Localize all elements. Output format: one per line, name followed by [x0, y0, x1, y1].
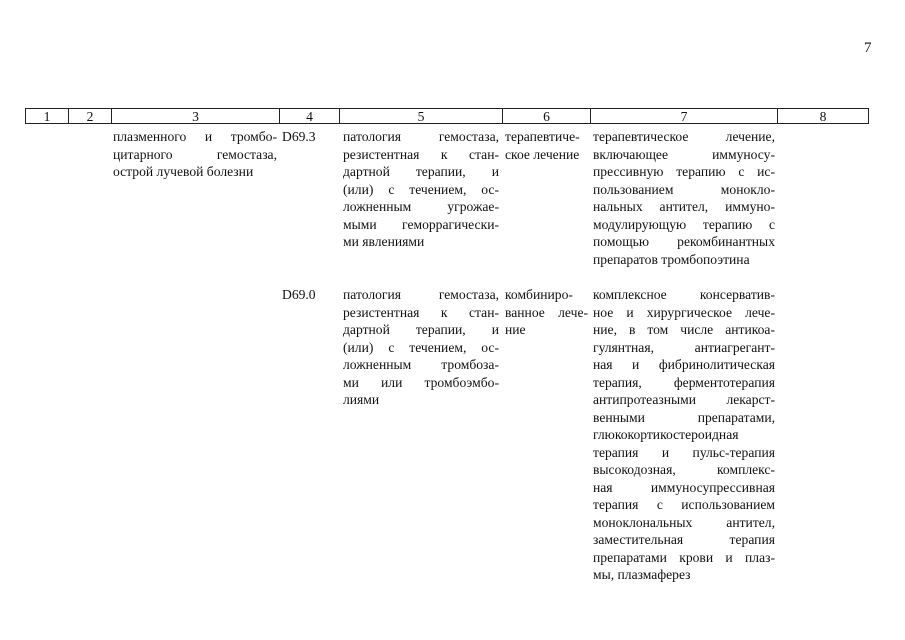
text-line: ная иммуносупрессивная: [593, 479, 775, 495]
row-2-col7-cell: [593, 286, 775, 584]
text-line: мы, плазмаферез: [593, 567, 691, 582]
row-1-col5-cell: [343, 128, 499, 251]
text-line: терапевтическое лечение,: [593, 129, 775, 144]
text-line: высокодозная, комплекс-: [593, 462, 775, 477]
row-2-col5-cell: [343, 286, 499, 409]
text-line: ная и фибринолитическая: [593, 357, 775, 372]
text-line: ванное лече-: [505, 304, 588, 320]
text-line: глюкокортикостероидная: [593, 427, 739, 442]
text-line: ное и хирургическое лече-: [593, 304, 775, 320]
text-line: патология гемостаза,: [343, 287, 499, 302]
text-line: мыми геморрагически-: [343, 216, 499, 232]
text-line: препаратов тромбопоэтина: [593, 251, 750, 267]
text-line: (или) с течением, ос-: [343, 181, 499, 197]
header-cell-6: 6: [502, 108, 590, 124]
row-1-col6-cell: [505, 128, 588, 163]
text-line: гулянтная, антиагрегант-: [593, 339, 775, 355]
header-cell-2: 2: [68, 108, 111, 124]
text-line: комплексное консерватив-: [593, 287, 775, 302]
row-2-col4-cell: [282, 286, 336, 304]
text-line: патология гемостаза,: [343, 129, 499, 144]
text-line: дартной терапии, и: [343, 164, 499, 179]
row-1-col4-cell: [282, 128, 336, 146]
text-line: помощью рекомбинантных: [593, 234, 775, 249]
text-line: цитарного гемостаза,: [113, 146, 277, 162]
header-cell-4: 4: [279, 108, 339, 124]
text-line: препаратами крови и плаз-: [593, 549, 775, 565]
page-number: 7: [864, 40, 872, 56]
text-line: заместительная терапия: [593, 532, 775, 547]
text-line: нальных антител, иммуно-: [593, 199, 775, 214]
text-line: плазменного и тромбо-: [113, 129, 277, 144]
text-line: острой лучевой болезни: [113, 164, 254, 179]
text-line: венными препаратами,: [593, 409, 775, 425]
text-line: дартной терапии, и: [343, 322, 499, 337]
header-cell-8: 8: [777, 108, 869, 124]
text-line: ми явлениями: [343, 234, 425, 249]
text-line: модулирующую терапию с: [593, 216, 775, 232]
text-line: моноклональных антител,: [593, 514, 775, 530]
text-line: ское лечение: [505, 146, 580, 162]
text-line: ложненным угрожае-: [343, 199, 499, 214]
text-line: комбиниро-: [505, 287, 573, 302]
header-cell-3: 3: [111, 108, 279, 124]
text-line: D69.3: [282, 129, 316, 144]
text-line: включающее иммуносу-: [593, 146, 775, 162]
text-line: терапия, ферментотерапия: [593, 374, 775, 390]
row-1-col3-cell: [113, 128, 277, 181]
row-2-col6-cell: [505, 286, 588, 339]
text-line: D69.0: [282, 287, 316, 302]
text-line: ние: [505, 322, 526, 337]
text-line: ложненным тромбоза-: [343, 357, 499, 372]
text-line: прессивную терапию с ис-: [593, 164, 775, 179]
text-line: лиями: [343, 392, 380, 407]
header-cell-5: 5: [339, 108, 502, 124]
text-line: (или) с течением, ос-: [343, 339, 499, 355]
text-line: резистентная к стан-: [343, 304, 499, 320]
header-cell-1: 1: [25, 108, 68, 124]
text-line: ми или тромбоэмбо-: [343, 374, 499, 390]
text-line: терапевтиче-: [505, 129, 580, 144]
text-line: антипротеазными лекарст-: [593, 392, 775, 407]
text-line: терапия с использованием: [593, 497, 775, 512]
text-line: терапия и пульс-терапия: [593, 444, 775, 460]
text-line: ние, в том числе антикоа-: [593, 322, 775, 337]
row-1-col7-cell: [593, 128, 775, 268]
header-cell-7: 7: [590, 108, 777, 124]
text-line: резистентная к стан-: [343, 146, 499, 162]
text-line: пользованием моноклo-: [593, 181, 775, 197]
